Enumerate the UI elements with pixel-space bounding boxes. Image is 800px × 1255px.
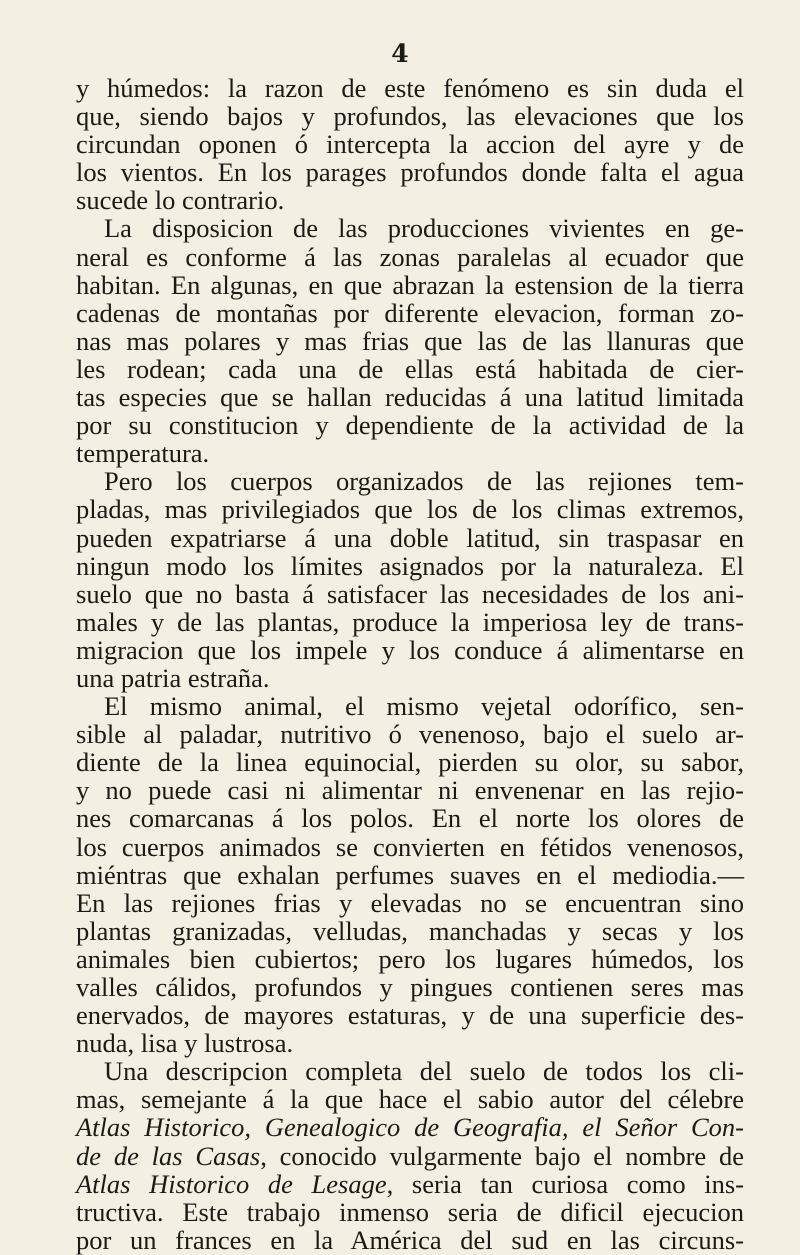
text-line: cadenas de montañas por diferente elevacion, forman zo-	[76, 297, 744, 328]
text-line: que, siendo bajos y profundos, las elevaciones que los	[76, 101, 744, 132]
paragraph-1	[76, 74, 744, 214]
text-line: neral es conforme á las zonas paralelas al ecuador que	[76, 241, 744, 272]
text-line: diente de la linea equinocial, pierden su olor, su sabor,	[76, 747, 744, 778]
text-line: les rodean; cada una de ellas está habitada de cier-	[76, 353, 744, 384]
text-line: valles cálidos, profundos y pingues contienen seres mas	[76, 972, 744, 1002]
text-line: La disposicion de las producciones vivientes en ge-	[104, 213, 744, 244]
page-number: 4	[391, 39, 409, 68]
text-line: miéntras que exhalan perfumes suaves en el mediodia.—	[76, 859, 744, 890]
text-line: los cuerpos animados se convierten en fétidos venenosos,	[76, 831, 744, 862]
text-line	[76, 1142, 744, 1170]
text-line: habitan. En algunas, en que abrazan la estension de la tierra	[76, 269, 744, 300]
text-line: temperatura.	[76, 438, 210, 469]
text-line: nas mas polares y mas frias que las de las llanuras que	[76, 325, 744, 356]
text-line: El mismo animal, el mismo vejetal odorífico, sen-	[104, 691, 744, 722]
paragraph-5	[76, 1057, 744, 1254]
text-line: por un frances en la América del sud en las circuns-	[76, 1224, 744, 1255]
text-line: ningun modo los límites asignados por la naturaleza. El	[76, 550, 744, 581]
text-line: circundan oponen ó intercepta la accion del ayre y de	[76, 129, 744, 160]
text-line: sucede lo contrario.	[76, 185, 285, 216]
text-line: nes comarcanas á los polos. En el norte los olores de	[76, 803, 744, 834]
text-line: animales bien cubiertos; pero los lugares húmedos, los	[76, 943, 744, 974]
text-line: nuda, lisa y lustrosa.	[76, 1028, 294, 1059]
text-line: males y de las plantas, produce la imperiosa ley de trans-	[76, 606, 744, 637]
text-line: enervados, de mayores estaturas, y de una superficie des-	[76, 1000, 744, 1031]
text-line: Pero los cuerpos organizados de las rejiones tem-	[104, 466, 744, 497]
text-line: tas especies que se hallan reducidas á una latitud limitada	[76, 382, 744, 413]
text-fragment: , conocido vulgarmente bajo el nombre de	[260, 1140, 745, 1171]
text-line: migracion que los impele y los conduce á alimentarse en	[76, 634, 744, 665]
italic-title: de de las Casas	[76, 1140, 261, 1171]
text-line: pueden expatriarse á una doble latitud, sin traspasar en	[76, 522, 744, 553]
paragraph-2	[76, 214, 744, 467]
text-line: plantas granizadas, velludas, manchadas y secas y los	[76, 915, 744, 946]
italic-title-line: Atlas Historico, Genealogico de Geografia, el Señor Con-	[76, 1112, 744, 1143]
text-fragment: , seria tan curiosa como ins-	[386, 1168, 744, 1199]
text-line: los vientos. En los parages profundos donde falta el agua	[76, 157, 744, 188]
text-line: suelo que no basta á satisfacer las necesidades de los ani-	[76, 578, 744, 609]
italic-title: Atlas Historico de Lesage	[76, 1168, 387, 1199]
text-line	[76, 1170, 744, 1198]
text-line: una patria estraña.	[76, 662, 270, 693]
text-line: por su constitucion y dependiente de la actividad de la	[76, 410, 744, 441]
text-line: pladas, mas privilegiados que los de los climas extremos,	[76, 494, 744, 525]
text-line: y no puede casi ni alimentar ni envenenar en las rejio-	[76, 775, 744, 806]
text-line: Una descripcion completa del suelo de todos los cli-	[104, 1056, 744, 1087]
text-line: mas, semejante á la que hace el sabio autor del célebre	[76, 1084, 744, 1115]
text-line: En las rejiones frias y elevadas no se encuentran sino	[76, 887, 744, 918]
text-line: y húmedos: la razon de este fenómeno es sin duda el	[76, 73, 744, 103]
page-body	[76, 74, 744, 1254]
paragraph-3	[76, 467, 744, 692]
text-line: sible al paladar, nutritivo ó venenoso, bajo el suelo ar-	[76, 719, 744, 750]
paragraph-4	[76, 692, 744, 1057]
text-line: tructiva. Este trabajo inmenso seria de dificil ejecucion	[76, 1196, 744, 1227]
